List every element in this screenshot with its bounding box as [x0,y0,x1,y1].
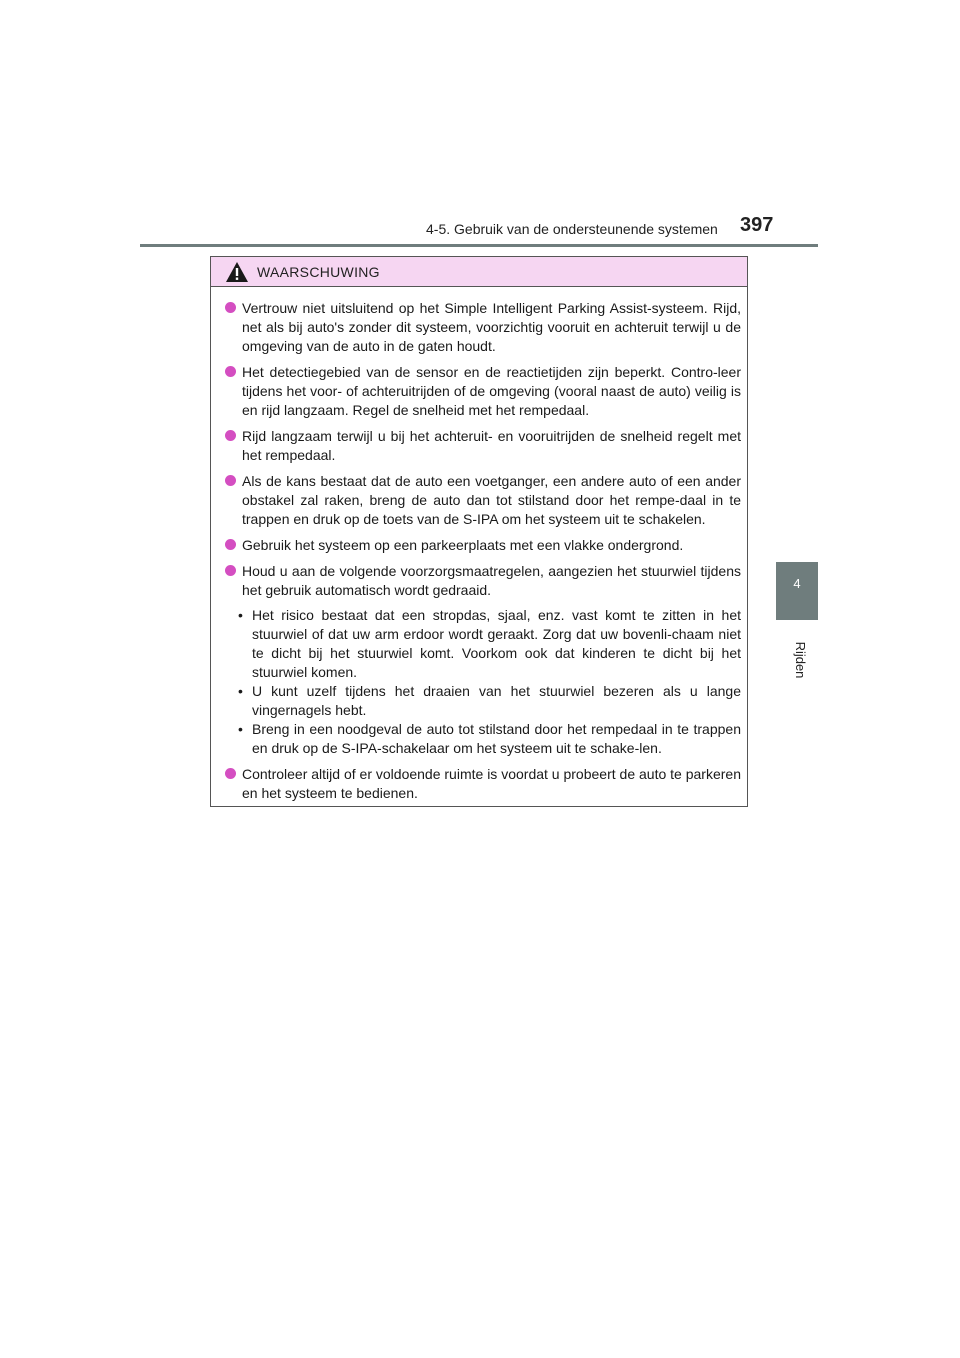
warning-triangle-icon [225,261,249,283]
list-item: Het detectiegebied van de sensor en de reactietijden zijn beperkt. Contro-leer tijdens het voor- of achteruitrijden of de omgeving (vooral naast de auto) veilig is en rijd langzaam. Regel de snelheid met het rempedaal. [225,363,741,420]
sub-bullet-icon: • [238,607,243,623]
sub-bullet-icon: • [238,721,243,737]
warning-header [211,257,747,287]
list-item: Controleer altijd of er voldoende ruimte is voordat u probeert de auto te parkeren en het systeem te bedienen. [225,765,741,803]
bullet-icon [225,366,236,377]
chapter-label: Rijden [793,641,808,679]
bullet-icon [225,565,236,576]
list-item: Als de kans bestaat dat de auto een voetganger, een andere auto of een ander obstakel zal raken, breng de auto dan tot stilstand door het rempe-daal in te trappen en druk op de toets van de S-IPA om het systeem uit te schakelen. [225,472,741,529]
sub-list-item: • U kunt uzelf tijdens het draaien van het stuurwiel bezeren als u lange vingernagels hebt. [238,683,741,718]
sub-list [238,606,741,758]
bullet-icon [225,302,236,313]
chapter-number: 4 [793,576,801,591]
bullet-icon [225,430,236,441]
warning-box [210,256,748,807]
chapter-tab [776,562,818,620]
bullet-icon [225,768,236,779]
bullet-icon [225,539,236,550]
sub-bullet-icon: • [238,683,243,699]
list-item: Rijd langzaam terwijl u bij het achteruit- en vooruitrijden de snelheid regelt met het rempedaal. [225,427,741,465]
sub-list-item: • Breng in een noodgeval de auto tot stilstand door het rempedaal in te trappen en druk op de S-IPA-schakelaar om het systeem uit te schake-len. [238,721,741,756]
bullet-icon [225,475,236,486]
page-number: 397 [740,214,774,236]
warning-title: WAARSCHUWING [257,263,380,280]
list-item: Vertrouw niet uitsluitend op het Simple Intelligent Parking Assist-systeem. Rijd, net als bij auto's zonder dit systeem, voorzichtig vooruit en achteruit terwijl u de omgeving van de auto in de gaten houdt. [225,299,741,356]
header-section-title: 4-5. Gebruik van de ondersteunende systemen [426,221,718,237]
list-item: Gebruik het systeem op een parkeerplaats met een vlakke ondergrond. [225,536,741,555]
sub-list-item: • Het risico bestaat dat een stropdas, sjaal, enz. vast komt te zitten in het stuurwiel of dat uw arm erdoor wordt geraakt. Zorg dat uw bovenli-chaam niet te dicht bij het stuurwiel komt. Voorkom ook dat kinderen te dicht bij het stuurwiel komen. [238,607,741,680]
header-rule [140,244,818,247]
warning-body [211,287,747,803]
list-item: Houd u aan de volgende voorzorgsmaatregelen, aangezien het stuurwiel tijdens het gebruik automatisch wordt gedraaid. • Het risico bestaat dat een stropdas, sjaal, enz. vast komt te zitten in het stuurwiel of dat uw arm erdoor wordt geraakt. Zorg dat uw bovenli-chaam niet te dicht bij het stuurwiel komt. Voorkom ook dat kinderen te dicht bij het stuurwiel komen. • U kunt uzelf tijdens het draaien van het stuurwiel bezeren als u lange vingernagels hebt. • Breng in een noodgeval de auto tot stilstand door het rempedaal in te trappen en druk op de S-IPA-schakelaar om het systeem uit te schake-len. [225,562,741,758]
